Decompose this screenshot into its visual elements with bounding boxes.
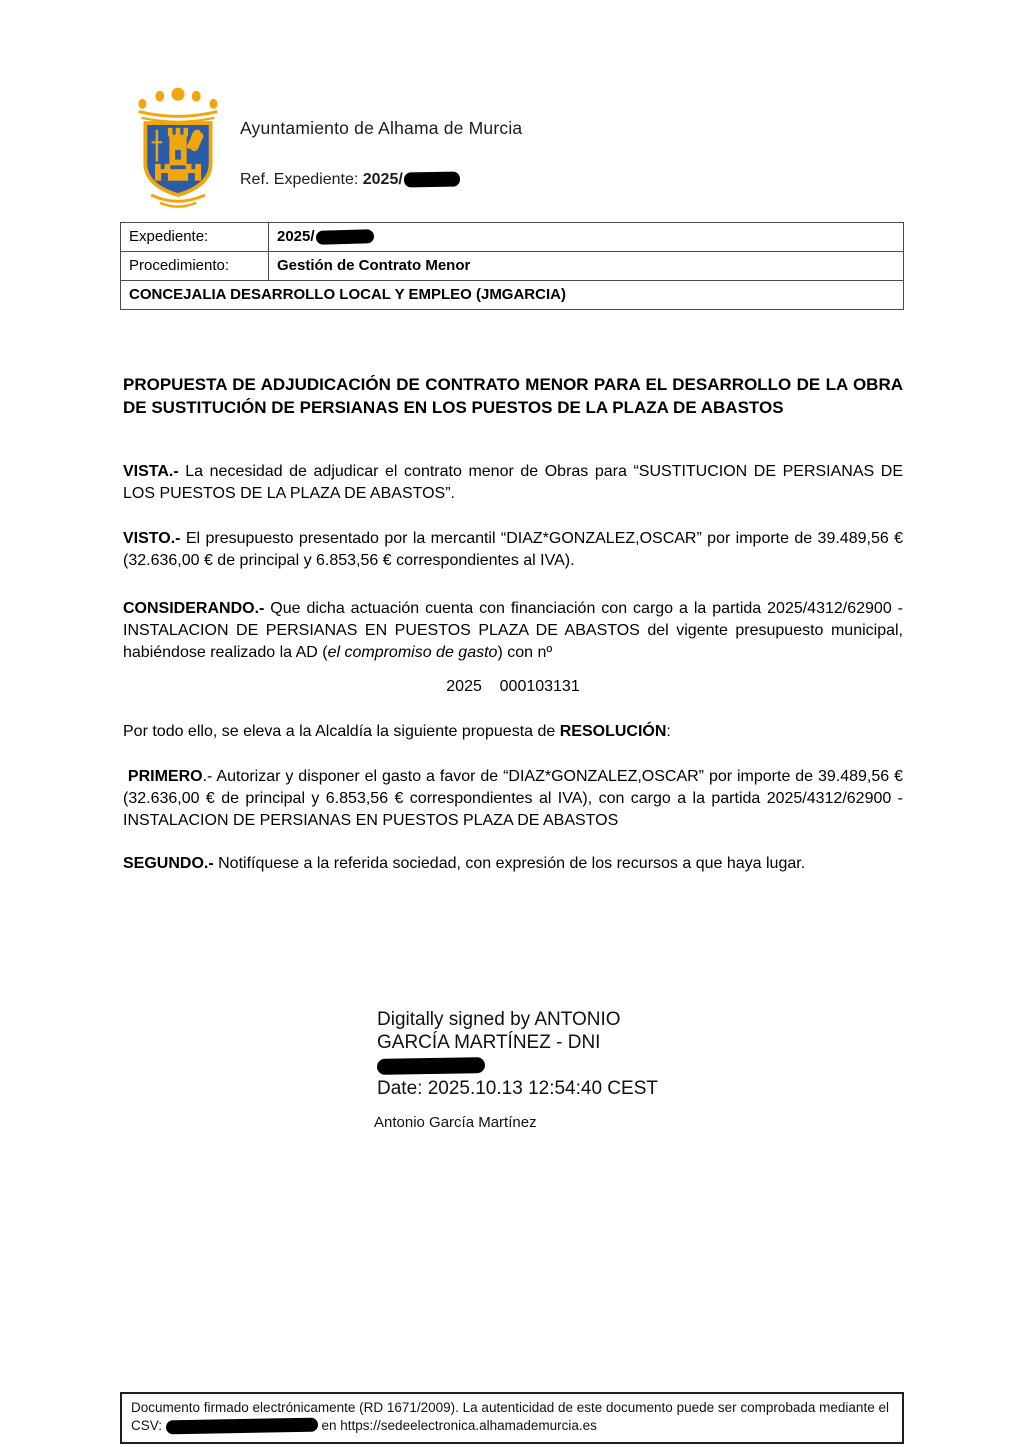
document-header	[130, 86, 522, 212]
department-cell: CONCEJALIA DESARROLLO LOCAL Y EMPLEO (JMGARCIA)	[121, 281, 904, 310]
resolucion-text: Por todo ello, se eleva a la Alcaldía la siguiente propuesta de	[123, 723, 560, 740]
signature-dni-redaction	[377, 1057, 485, 1075]
paragraph-resolucion	[123, 721, 903, 743]
ref-expediente-line	[240, 171, 522, 189]
considerando-text-end: ) con nº	[497, 644, 553, 661]
paragraph-considerando	[123, 598, 903, 664]
paragraph-segundo	[123, 853, 903, 875]
considerando-text: Que dicha actuación cuenta con financiación con cargo a la partida 2025/4312/62900 - INSTALACION DE PERSIANAS EN PUESTOS PLAZA DE ABASTOS del vigente presupuesto municipal, habiéndose realizado la AD (	[123, 600, 903, 661]
signature-line2: GARCÍA MARTÍNEZ - DNI	[377, 1032, 601, 1053]
municipal-coat-of-arms-icon	[130, 86, 226, 212]
ref-expediente-value: 2025/	[362, 171, 403, 188]
primero-label: PRIMERO	[123, 768, 203, 785]
footer-csv-redaction	[166, 1418, 318, 1435]
paragraph-vista	[123, 461, 903, 505]
visto-text: El presupuesto presentado por la mercantil “DIAZ*GONZALEZ,OSCAR” por importe de 39.489,56 € (32.636,00 € de principal y 6.853,56 € correspondientes al IVA).	[123, 530, 903, 569]
paragraph-visto	[123, 528, 903, 572]
expediente-info-table	[120, 222, 904, 310]
considerando-label: CONSIDERANDO.-	[123, 600, 265, 617]
primero-text: .- Autorizar y disponer el gasto a favor de “DIAZ*GONZALEZ,OSCAR” por importe de 39.489,56 € (32.636,00 € de principal y 6.853,56 € correspondientes al IVA), con cargo a la partida 2025/4312/62900 - INSTALACION DE PERSIANAS EN PUESTOS PLAZA DE ABASTOS	[123, 768, 904, 829]
table-row-expediente	[121, 223, 904, 252]
vista-label: VISTA.-	[123, 463, 179, 480]
footer-text: Documento firmado electrónicamente (RD 1671/2009). La autenticidad de este documento puede ser comprobada mediante el CSV:	[131, 1400, 889, 1433]
expediente-value-redaction	[315, 229, 373, 245]
resolucion-bold: RESOLUCIÓN	[559, 723, 667, 740]
procedimiento-label: Procedimiento:	[121, 252, 269, 281]
header-text-block	[240, 86, 522, 189]
document-title: PROPUESTA DE ADJUDICACIÓN DE CONTRATO MENOR PARA EL DESARROLLO DE LA OBRA DE SUSTITUCIÓN DE PERSIANAS EN LOS PUESTOS DE LA PLAZA DE ABASTOS	[123, 375, 903, 417]
expediente-label: Expediente:	[121, 223, 269, 252]
ref-expediente-label: Ref. Expediente:	[240, 171, 363, 188]
visto-label: VISTO.-	[123, 530, 181, 547]
signature-line1: Digitally signed by ANTONIO	[377, 1009, 621, 1030]
table-row-department	[121, 281, 904, 310]
considerando-italic-text: el compromiso de gasto	[327, 644, 498, 661]
signer-name: Antonio García Martínez	[374, 1114, 537, 1131]
vista-text: La necesidad de adjudicar el contrato menor de Obras para “SUSTITUCION DE PERSIANAS DE LOS PUESTOS DE LA PLAZA DE ABASTOS”.	[123, 463, 903, 502]
footer-url-text: en https://sedeelectronica.alhamademurcia.es	[317, 1418, 597, 1433]
footer-verification-box	[120, 1392, 904, 1444]
paragraph-primero	[123, 766, 903, 832]
organization-name: Ayuntamiento de Alhama de Murcia	[240, 118, 523, 138]
resolucion-text-end: :	[666, 723, 671, 740]
ref-expediente-redaction	[404, 172, 460, 188]
signature-date-line: Date: 2025.10.13 12:54:40 CEST	[377, 1078, 658, 1099]
digital-signature-stamp	[377, 1008, 658, 1100]
expediente-value: 2025/	[269, 223, 904, 252]
table-row-procedimiento	[121, 252, 904, 281]
segundo-label: SEGUNDO.-	[123, 855, 214, 872]
document-body	[123, 373, 903, 875]
procedimiento-value: Gestión de Contrato Menor	[269, 252, 904, 281]
ad-commitment-number: 2025 000103131	[446, 678, 580, 695]
segundo-text: Notifíquese a la referida sociedad, con expresión de los recursos a que haya lugar.	[213, 855, 806, 872]
